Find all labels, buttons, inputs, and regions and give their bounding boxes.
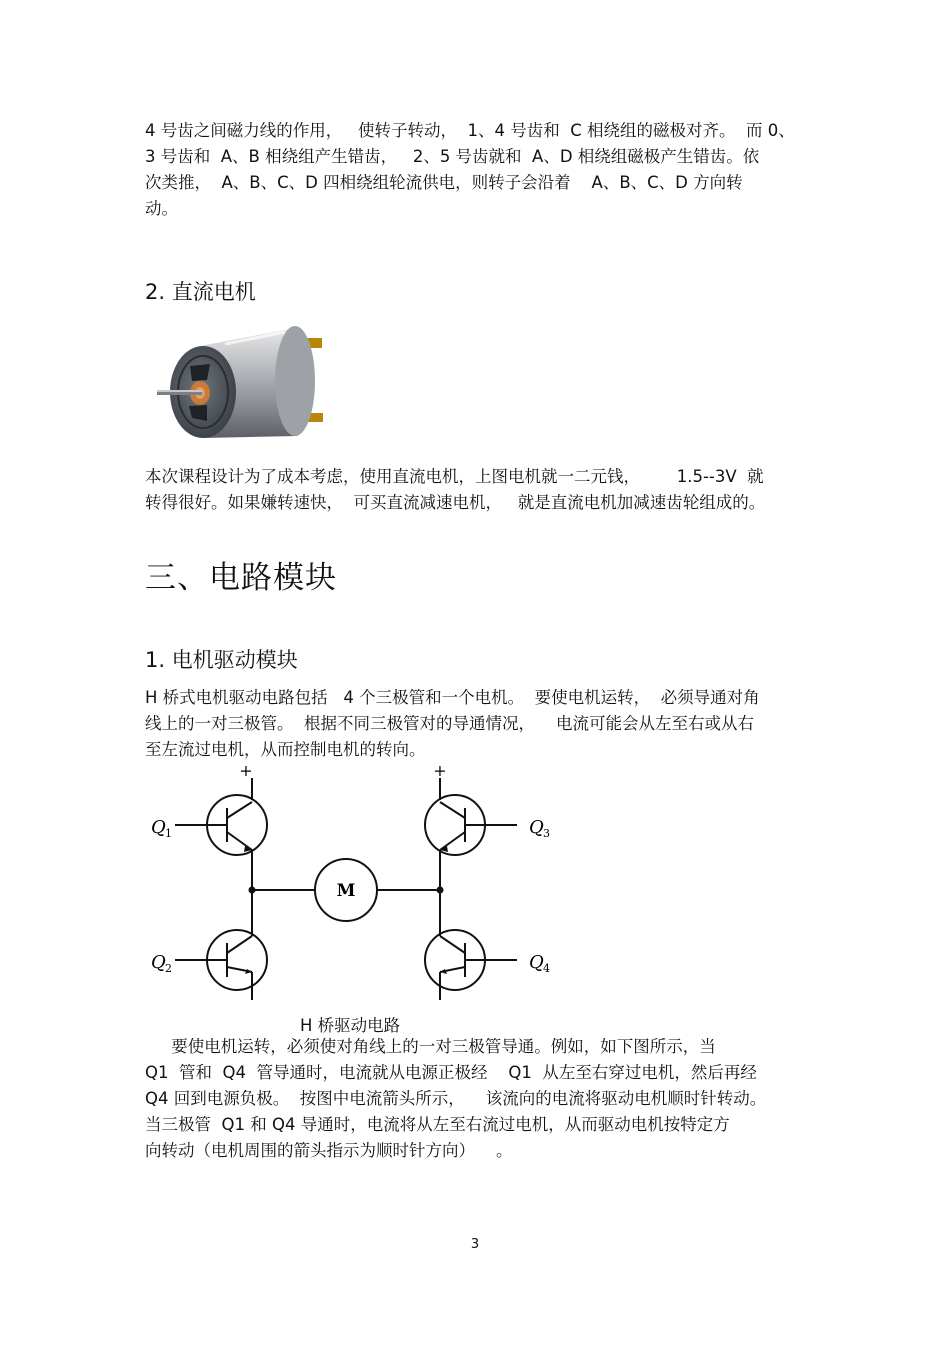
dc-motor-image [145,318,335,453]
text-line: Q1 管和 Q4 管导通时，电流就从电源正极经 Q1 从左至右穿过电机，然后再经 [145,1063,757,1082]
q3-label: Q [529,817,544,838]
paragraph-stepper-intro [145,118,805,222]
q3-subscript: 3 [543,827,550,840]
chapter-heading-circuit-modules: 三、电路模块 [145,560,337,596]
text-line: 转得很好。如果嫌转速快， 可买直流减速电机， 就是直流电机加减速齿轮组成的。 [145,493,766,512]
q2-subscript: 2 [165,962,172,975]
text-line: H 桥式电机驱动电路包括 4 个三极管和一个电机。 要使电机运转， 必须导通对角 [145,688,760,707]
q1-label: Q [151,817,166,838]
paragraph-h-bridge-intro [145,685,805,763]
figure-caption: H 桥驱动电路 [300,1016,401,1035]
q4-label: Q [529,952,544,973]
text-line: 4 号齿之间磁力线的作用， 使转子转动， 1、4 号齿和 C 相绕组的磁极对齐。 而 0、 [145,121,795,140]
plus-label-left: + [239,761,253,780]
text-line: 动。 [145,199,178,218]
paragraph-dc-motor [145,464,805,516]
motor-label: M [336,881,356,901]
text-line: 线上的一对三极管。 根据不同三极管对的导通情况， 电流可能会从左至右或从右 [145,714,754,733]
text-line: 至左流过电机，从而控制电机的转向。 [145,740,426,759]
text-line: 向转动（电机周围的箭头指示为顺时针方向） 。 [145,1141,513,1160]
page-number: 3 [470,1237,480,1252]
section-heading-motor-drive: 1. 电机驱动模块 [145,648,298,672]
q2-label: Q [151,952,166,973]
text-line: 当三极管 Q1 和 Q4 导通时，电流将从左至右流过电机，从而驱动电机按特定方 [145,1115,730,1134]
text-line: 要使电机运转，必须使对角线上的一对三极管导通。例如，如下图所示，当 [145,1037,716,1056]
section-heading-dc-motor: 2. 直流电机 [145,280,256,304]
text-line: Q4 回到电源负极。 按图中电流箭头所示， 该流向的电流将驱动电机顺时针转动。 [145,1089,767,1108]
q1-subscript: 1 [165,827,172,840]
h-bridge-diagram [145,760,565,1005]
paragraph-h-bridge-operation [145,1034,805,1164]
text-line: 本次课程设计为了成本考虑，使用直流电机，上图电机就一二元钱， 1.5--3V 就 [145,467,764,486]
text-line: 次类推， A、B、C、D 四相绕组轮流供电，则转子会沿着 A、B、C、D 方向转 [145,173,743,192]
text-line: 3 号齿和 A、B 相绕组产生错齿， 2、5 号齿就和 A、D 相绕组磁极产生错齿。依 [145,147,760,166]
q4-subscript: 4 [543,962,550,975]
plus-label-right: + [433,761,447,780]
